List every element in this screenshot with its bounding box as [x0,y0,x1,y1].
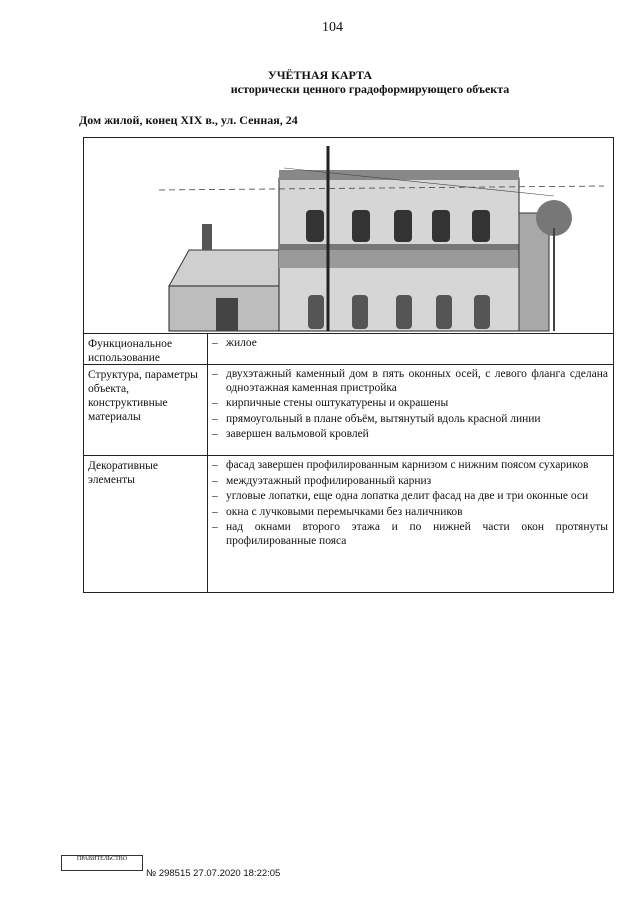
list-item: – жилое [212,337,608,351]
document-id: № 298515 27.07.2020 18:22:05 [146,868,281,879]
row-structure [84,364,613,456]
list-item: – угловые лопатки, еще одна лопатка делит фасад на две и три оконные оси [212,490,608,504]
list-item: – кирпичные стены оштукатурены и окрашены [212,397,608,411]
row-items [212,368,608,444]
building-photo-image [84,138,613,333]
row-items [212,459,608,550]
list-item: – прямоугольный в плане объём, вытянутый вдоль красной линии [212,413,608,427]
row-functional-use [84,333,613,365]
list-item: – завершен вальмовой кровлей [212,428,608,442]
page-number: 104 [322,20,343,35]
list-item: – фасад завершен профилированным карнизом с нижним поясом сухариков [212,459,608,473]
list-item: – междуэтажный профилированный карниз [212,475,608,489]
building-photo [84,138,613,334]
registration-card-table [83,137,614,593]
card-title [0,68,640,96]
list-item: – над окнами второго этажа и по нижней части окон протянуты профилированные пояса [212,521,608,548]
row-label: Структура, параметры объекта, конструктивные материалы [88,369,198,423]
list-item: – двухэтажный каменный дом в пять оконных осей, с левого фланга сделана одноэтажная каменная пристройка [212,368,608,395]
row-items [212,337,608,353]
row-label: Функциональное использование [88,338,173,364]
list-item: – окна с лучковыми перемычками без наличников [212,506,608,520]
object-name: Дом жилой, конец XIX в., ул. Сенная, 24 [79,113,298,127]
card-title-line2: исторически ценного градоформирующего объекта [230,82,510,96]
stamp-text: ПРАВИТЕЛЬСТВО [76,856,128,862]
card-title-line1: УЧЁТНАЯ КАРТА [267,68,373,82]
row-decorative [84,455,613,593]
row-label: Декоративные элементы [88,460,158,486]
government-stamp [61,855,143,871]
